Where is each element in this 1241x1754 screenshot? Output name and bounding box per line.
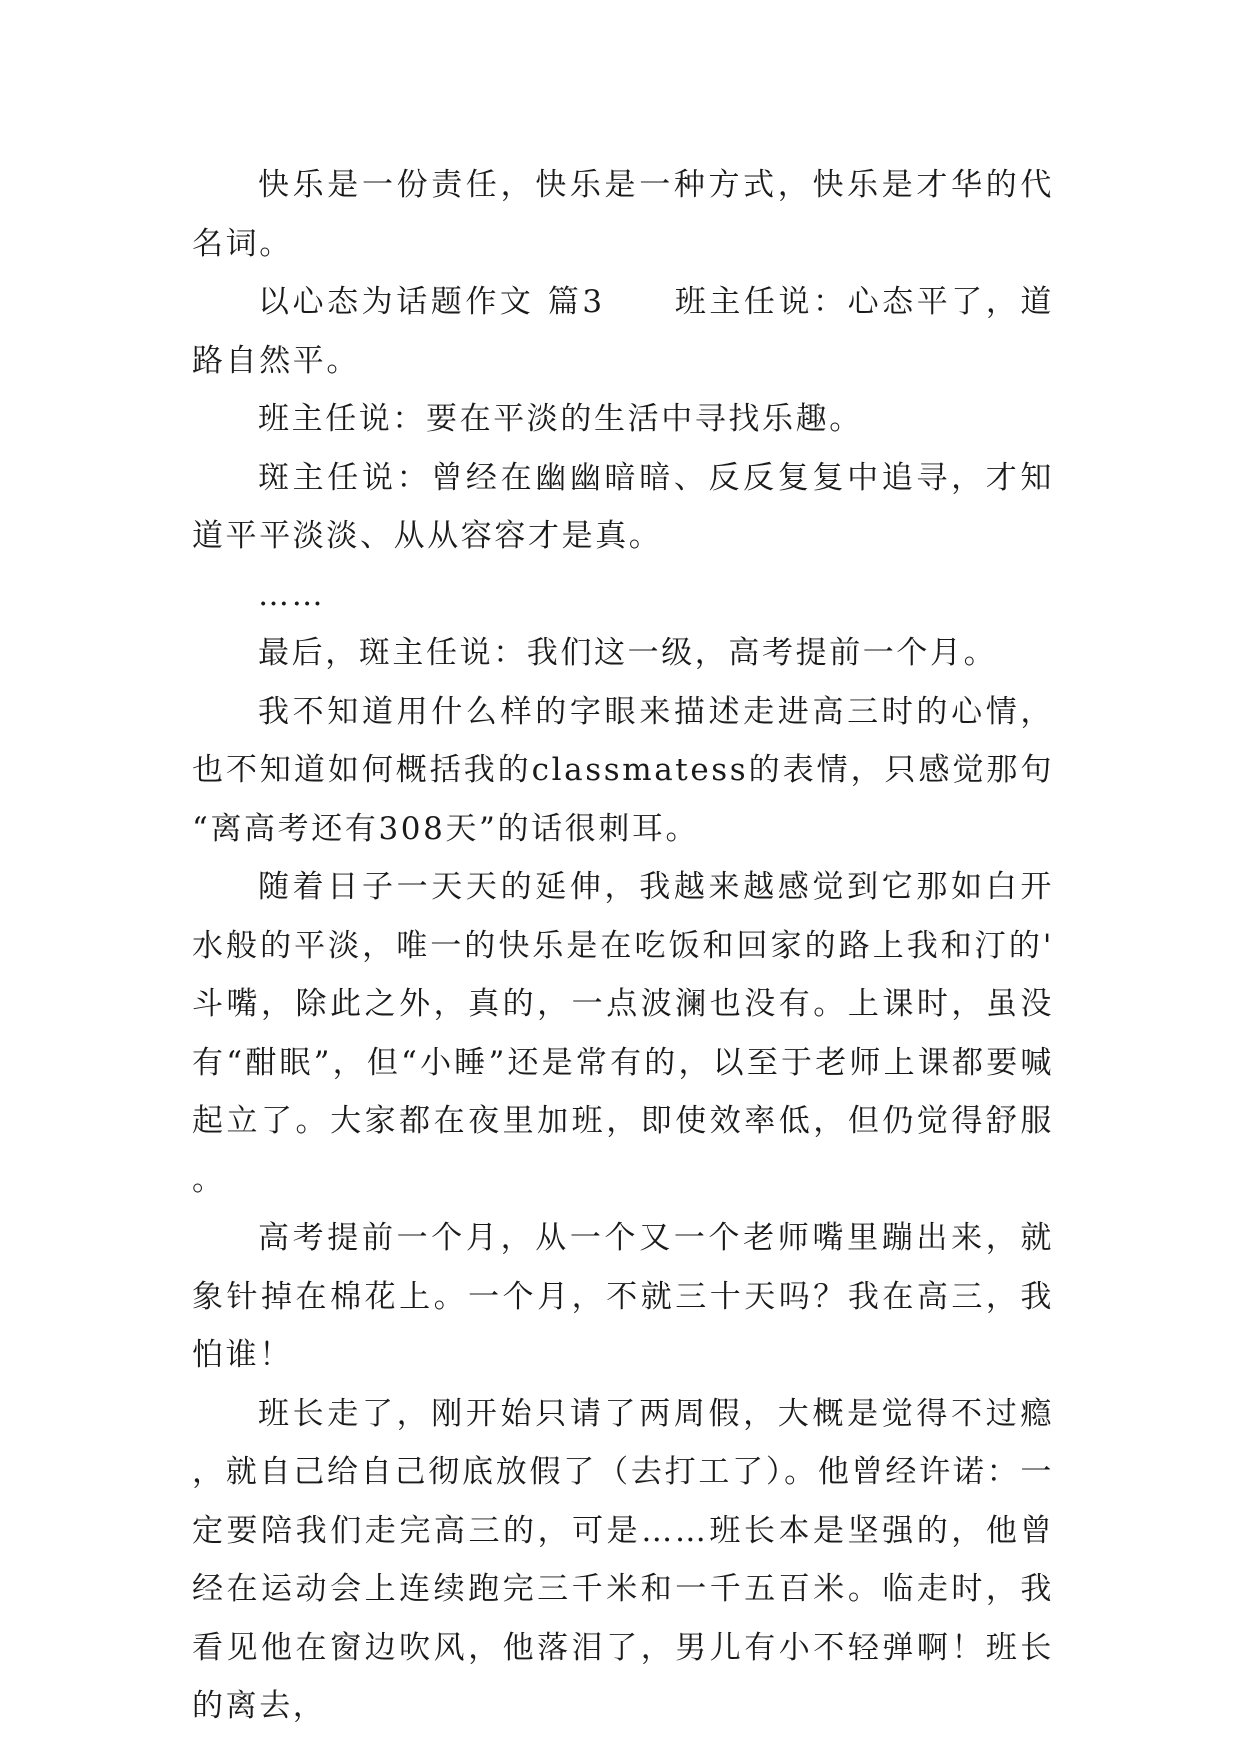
paragraph-9: 高考提前一个月，从一个又一个老师嘴里蹦出来，就象针掉在棉花上。一个月，不就三十天吗？我在高三，我怕谁！ [192,1220,1054,1373]
paragraph-2: 以心态为话题作文 篇3 班主任说：心态平了，道路自然平。 [192,284,1054,379]
paragraph-5: …… [258,576,326,613]
paragraph-3: 班主任说：要在平淡的生活中寻找乐趣。 [258,401,863,437]
paragraph-1: 快乐是一份责任，快乐是一种方式，快乐是才华的代名词。 [192,167,1054,262]
document-body [192,156,1054,1736]
paragraph-4: 斑主任说：曾经在幽幽暗暗、反反复复中追寻，才知道平平淡淡、从从容容才是真。 [192,459,1054,554]
paragraph-6: 最后，斑主任说：我们这一级，高考提前一个月。 [258,635,998,671]
paragraph-7: 我不知道用什么样的字眼来描述走进高三时的心情，也不知道如何概括我的classmatess的表情，只感觉那句“离高考还有308天”的话很刺耳。 [192,693,1054,847]
paragraph-10: 班长走了，刚开始只请了两周假，大概是觉得不过瘾，就自己给自己彻底放假了（去打工了）。他曾经许诺：一定要陪我们走完高三的，可是……班长本是坚强的，他曾经在运动会上连续跑完三千米和一千五百米。临走时，我看见他在窗边吹风，他落泪了，男儿有小不轻弹啊！班长的离去， [192,1395,1054,1724]
paragraph-8: 随着日子一天天的延伸，我越来越感觉到它那如白开水般的平淡，唯一的快乐是在吃饭和回家的路上我和汀的'斗嘴，除此之外，真的，一点波澜也没有。上课时，虽没有“酣眠”，但“小睡”还是常有的，以至于老师上课都要喊起立了。大家都在夜里加班，即使效率低，但仍觉得舒服。 [192,869,1054,1198]
